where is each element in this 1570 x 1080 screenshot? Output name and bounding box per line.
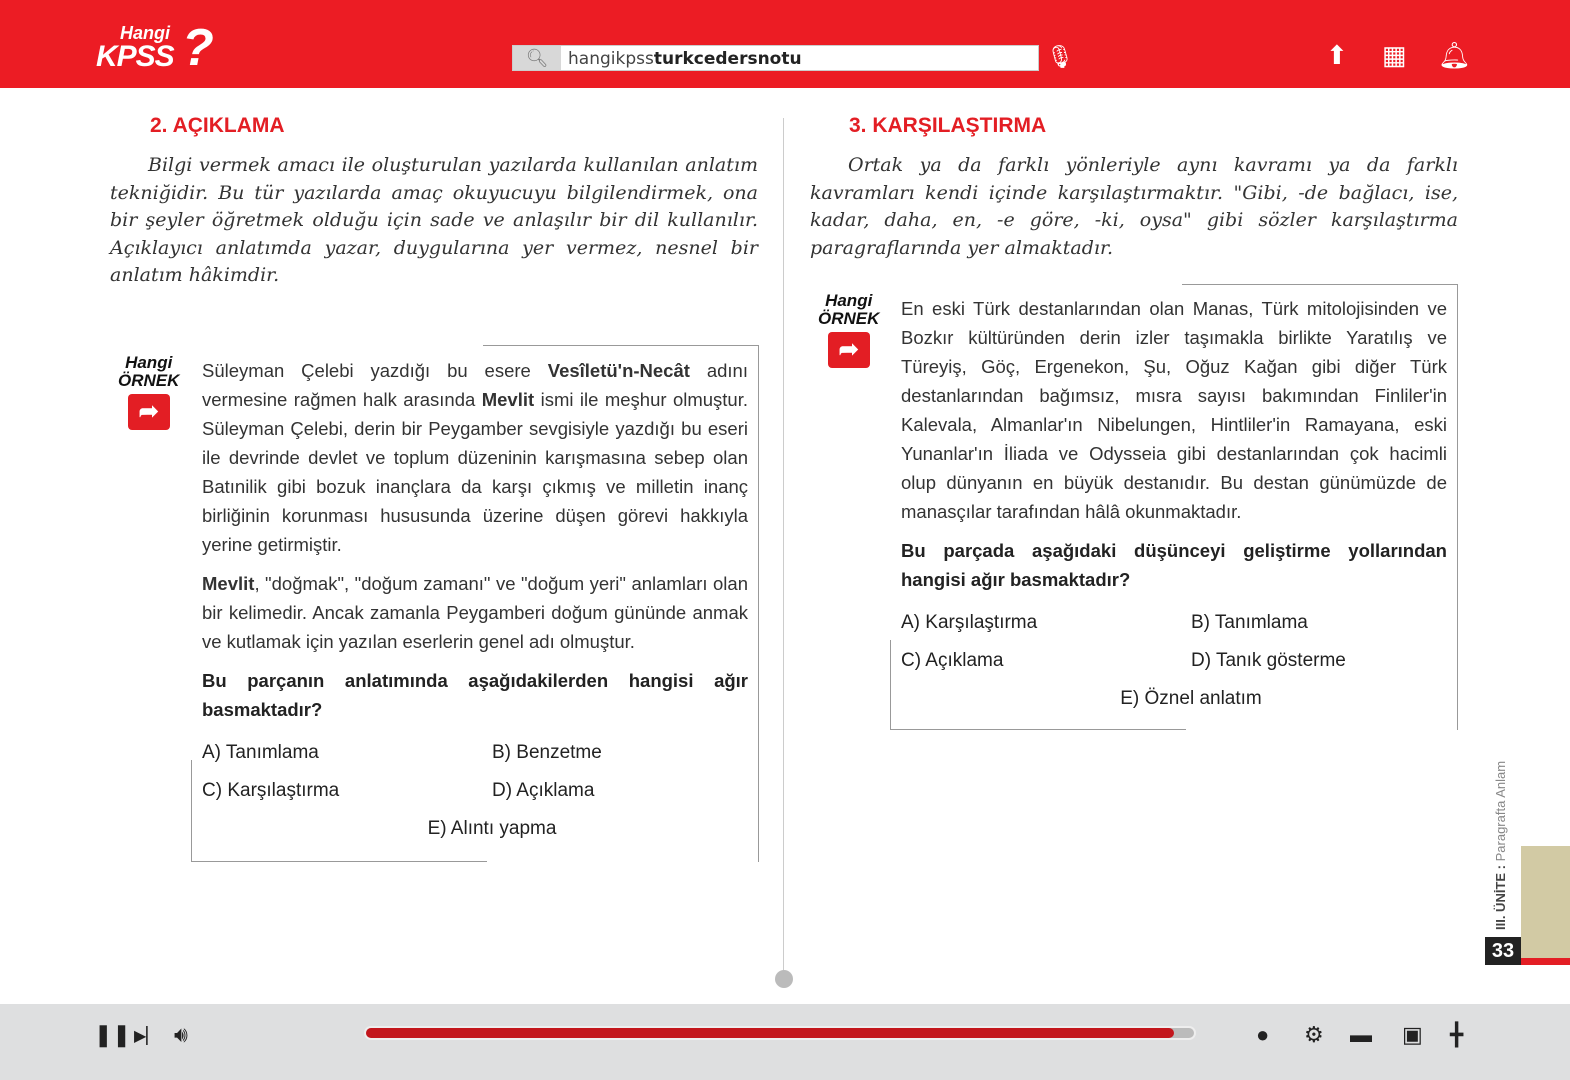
intro-aciklama: Bilgi vermek amacı ile oluşturulan yazılarda kullanılan anlatım tekniğidir. Bu tür yazılarda amaç okuyucuyu bilgilendirmek, ona bir şeyler öğretmek olduğu için sade ve anlaşılır bir dil kullanılır. Açıklayıcı anlatımda yazar, duygularına yer vermez, nesnel bir anlatım hâkimdir. — [110, 154, 758, 286]
miniplayer-icon[interactable]: ▣ — [1402, 1022, 1423, 1047]
divider-knob[interactable] — [775, 970, 793, 988]
unit-label: III. ÜNİTE : Paragrafta Anlam — [1493, 760, 1508, 930]
next-icon[interactable]: ▶▏ — [134, 1028, 159, 1045]
notification-bell-icon[interactable]: 🔔︎ — [1438, 40, 1472, 70]
pause-icon[interactable]: ❚❚ — [94, 1022, 131, 1047]
microphone-icon[interactable]: 🎙︎ — [1046, 44, 1074, 69]
page-tab-accent — [1521, 958, 1570, 965]
section-title-aciklama: 2. AÇIKLAMA — [150, 114, 285, 137]
question: Bu parçanın anlatımında aşağıdakilerden hangisi ağır basmaktadır? — [202, 670, 748, 720]
option-c[interactable]: C) Karşılaştırma — [202, 780, 340, 801]
autoplay-toggle-icon[interactable]: ● — [1256, 1022, 1270, 1047]
upload-icon[interactable]: ⬆ — [1326, 40, 1348, 70]
search-input[interactable]: 🔍︎ hangikpssturkcedersnotu — [512, 45, 1039, 71]
option-b[interactable]: B) Tanımlama — [1191, 612, 1308, 633]
section-title-karsilastirma: 3. KARŞILAŞTIRMA — [849, 114, 1047, 137]
option-c[interactable]: C) Açıklama — [901, 650, 1004, 671]
page-tab — [1521, 846, 1570, 958]
option-e[interactable]: E) Öznel anlatım — [1120, 688, 1262, 709]
page-divider — [783, 118, 784, 978]
page-number: 33 — [1485, 937, 1521, 965]
example-karsilastirma: En eski Türk destanlarından olan Manas, Türk mitolojisinden ve Bozkır kültüründen derin izler taşımakla birlikte Yaratılış ve Türeyiş, Göç, Ergenekon, Şu, Oğuz Kağan gibi diğer Türk destanlarından bağımsız, mısra sayısı bakımından Finliler'in Kalevala, Almanlar'ın Nibelungen, Hintliler'in Ramayana, eski Yunanlar'ın İliada ve Odysseia gibi destanlarından çok hacimli olup dünyanın en büyük destanıdır. Bu destan günümüzde de manasçılar tarafından hâlâ okunmaktadır. Bu parçada aşağıdaki düşünceyi geliştirme yollarından hangisi ağır basmaktadır? A) Karşılaştırma B) Tanımlama C) Açıklama D) Tanık gösterme E) Öznel anlatım — [901, 294, 1447, 713]
fullscreen-exit-icon[interactable]: ╋ — [1450, 1022, 1464, 1047]
share-arrow-icon: ➦ — [128, 394, 170, 430]
option-d[interactable]: D) Açıklama — [492, 780, 595, 801]
example-aciklama: Süleyman Çelebi yazdığı bu esere Vesîletü'n-Necât adını vermesine rağmen halk arasında Mevlit ismi ile meşhur olmuştur. Süleyman Çelebi, derin bir Peygamber sevgisiyle yazdığı bu eseri ile devrinde devlet ve toplum düzeninin karışmasına sebep olan Batınilik gibi bozuk inançlara da karşı çıkmış ve milletin inanç birliğinin korunması hususunda üzerine düşen görevi hakkıyla yerine getirmiştir. Mevlit, "doğmak", "doğum zamanı" ve "doğum yeri" anlamları olan bir kelimedir. Ancak zamanla Peygamberi doğum gününde anmak ve kutlamak için yazılan eserlerin genel adı olmuştur. Bu parçanın anlatımında aşağıdakilerden hangisi ağır basmaktadır? A) Tanımlama B) Benzetme C) Karşılaştırma D) Açıklama E) Alıntı yapma — [202, 356, 748, 843]
intro-karsilastirma: Ortak ya da farklı yönleriyle aynı kavramı ya da farklı kavramları kendi içinde karşılaştırmaktır. "Gibi, -de bağlacı, ise, kadar, daha, en, -e göre, -ki, oysa" gibi sözler karşılaştırma paragraflarında yer almaktadır. — [810, 154, 1458, 259]
ornek-badge: Hangi ÖRNEK ➦ — [818, 292, 879, 368]
share-arrow-icon: ➦ — [828, 332, 870, 368]
subtitles-icon[interactable]: ▬ — [1350, 1022, 1372, 1047]
progress-bar[interactable] — [364, 1026, 1196, 1040]
option-d[interactable]: D) Tanık gösterme — [1191, 650, 1346, 671]
option-a[interactable]: A) Tanımlama — [202, 742, 319, 763]
progress-fill — [366, 1028, 1174, 1038]
logo[interactable]: Hangi KPSS ? — [96, 19, 214, 77]
option-e[interactable]: E) Alıntı yapma — [427, 818, 557, 839]
player-controls — [0, 1004, 1570, 1080]
volume-icon[interactable]: 🔊︎ — [174, 1022, 188, 1047]
question: Bu parçada aşağıdaki düşünceyi geliştirme yollarından hangisi ağır basmaktadır? — [901, 540, 1447, 590]
apps-grid-icon[interactable]: ▦ — [1382, 40, 1407, 70]
settings-gear-icon[interactable]: ⚙ — [1304, 1022, 1324, 1047]
search-icon[interactable]: 🔍︎ — [513, 46, 561, 70]
option-b[interactable]: B) Benzetme — [492, 742, 602, 763]
option-a[interactable]: A) Karşılaştırma — [901, 612, 1038, 633]
ornek-badge: Hangi ÖRNEK ➦ — [118, 354, 179, 430]
top-bar — [0, 0, 1570, 88]
